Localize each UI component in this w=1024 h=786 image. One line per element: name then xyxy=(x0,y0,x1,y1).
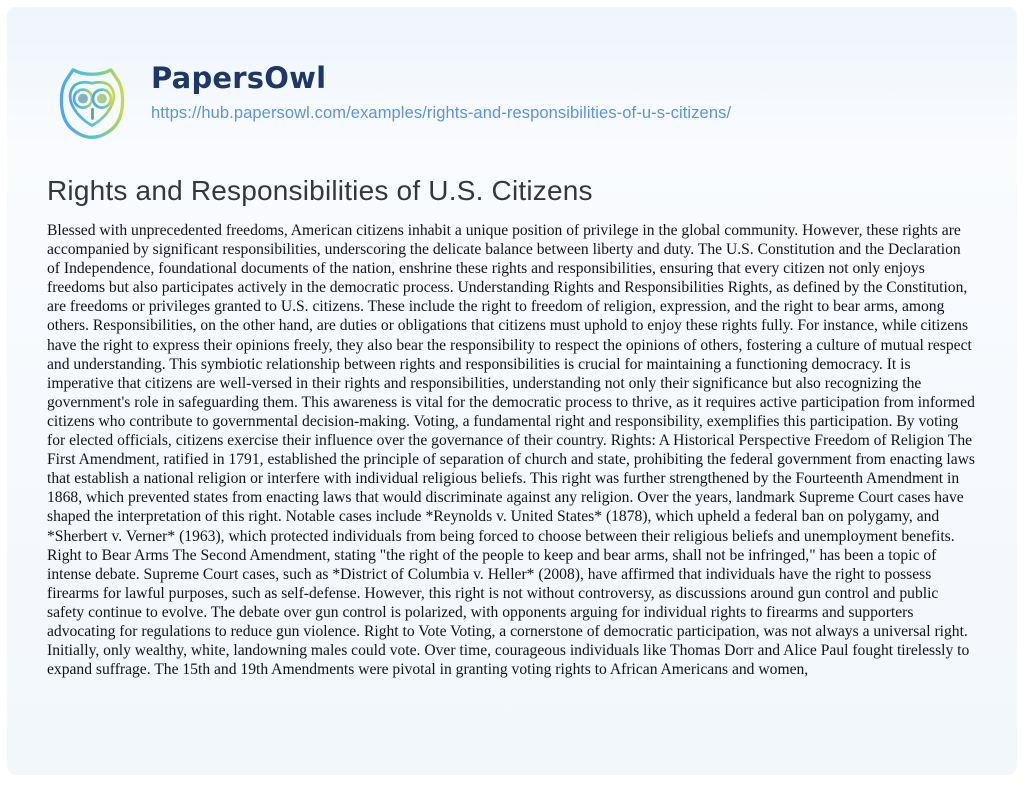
brand-name: PapersOwl xyxy=(151,61,327,95)
papersowl-owl-logo xyxy=(47,57,137,151)
site-header xyxy=(47,57,977,151)
brand-block xyxy=(151,57,731,123)
page-title: Rights and Responsibilities of U.S. Citizens xyxy=(47,175,593,206)
essay-body-text: Blessed with unprecedented freedoms, American citizens inhabit a unique position of privilege in the global community. However, these rights are accompanied by significant responsibilities, underscoring the delicate balance between liberty and duty. The U.S. Constitution and the Declaration of Independence, foundational documents of the nation, enshrine these rights and responsibilities, ensuring that every citizen not only enjoys freedoms but also participates actively in the democratic process. Understanding Rights and Responsibilities Rights, as defined by the Constitution, are freedoms or privileges granted to U.S. citizens. These include the right to freedom of religion, expression, and the right to bear arms, among others. Responsibilities, on the other hand, are duties or obligations that citizens must uphold to enjoy these rights fully. For instance, while citizens have the right to express their opinions freely, they also bear the responsibility to respect the opinions of others, fostering a culture of mutual respect and understanding. This symbiotic relationship between rights and responsibilities is crucial for maintaining a functioning democracy. It is imperative that citizens are well-versed in their rights and responsibilities, understanding not only their significance but also recognizing the government's role in safeguarding them. This awareness is vital for the democratic process to thrive, as it requires active participation from informed citizens who contribute to governmental decision-making. Voting, a fundamental right and responsibility, exemplifies this participation. By voting for elected officials, citizens exercise their influence over the governance of their country. Rights: A Historical Perspective Freedom of Religion The First Amendment, ratified in 1791, established the principle of separation of church and state, prohibiting the federal government from enacting laws that establish a national religion or interfere with individual religious beliefs. This right was further strengthened by the Fourteenth Amendment in 1868, which prevented states from enacting laws that would discriminate against any religion. Over the years, landmark Supreme Court cases have shaped the interpretation of this right. Notable cases include *Reynolds v. United States* (1878), which upheld a federal ban on polygamy, and *Sherbert v. Verner* (1963), which protected individuals from being forced to choose between their religious beliefs and unemployment benefits. Right to Bear Arms The Second Amendment, stating "the right of the people to keep and bear arms, shall not be infringed," has been a topic of intense debate. Supreme Court cases, such as *District of Columbia v. Heller* (2008), have affirmed that individuals have the right to possess firearms for lawful purposes, such as self-defense. However, this right is not without controversy, as discussions around gun control and public safety continue to evolve. The debate over gun control is polarized, with opponents arguing for individual rights to firearms and supporters advocating for regulations to reduce gun violence. Right to Vote Voting, a cornerstone of democratic participation, was not always a universal right. Initially, only wealthy, white, landowning males could vote. Over time, courageous individuals like Thomas Dorr and Alice Paul fought tirelessly to expand suffrage. The 15th and 19th Amendments were pivotal in granting voting rights to African Americans and women, xyxy=(47,222,975,679)
page-url-link[interactable]: https://hub.papersowl.com/examples/rights-and-responsibilities-of-u-s-citizens/ xyxy=(151,103,732,122)
page-card xyxy=(7,7,1017,775)
